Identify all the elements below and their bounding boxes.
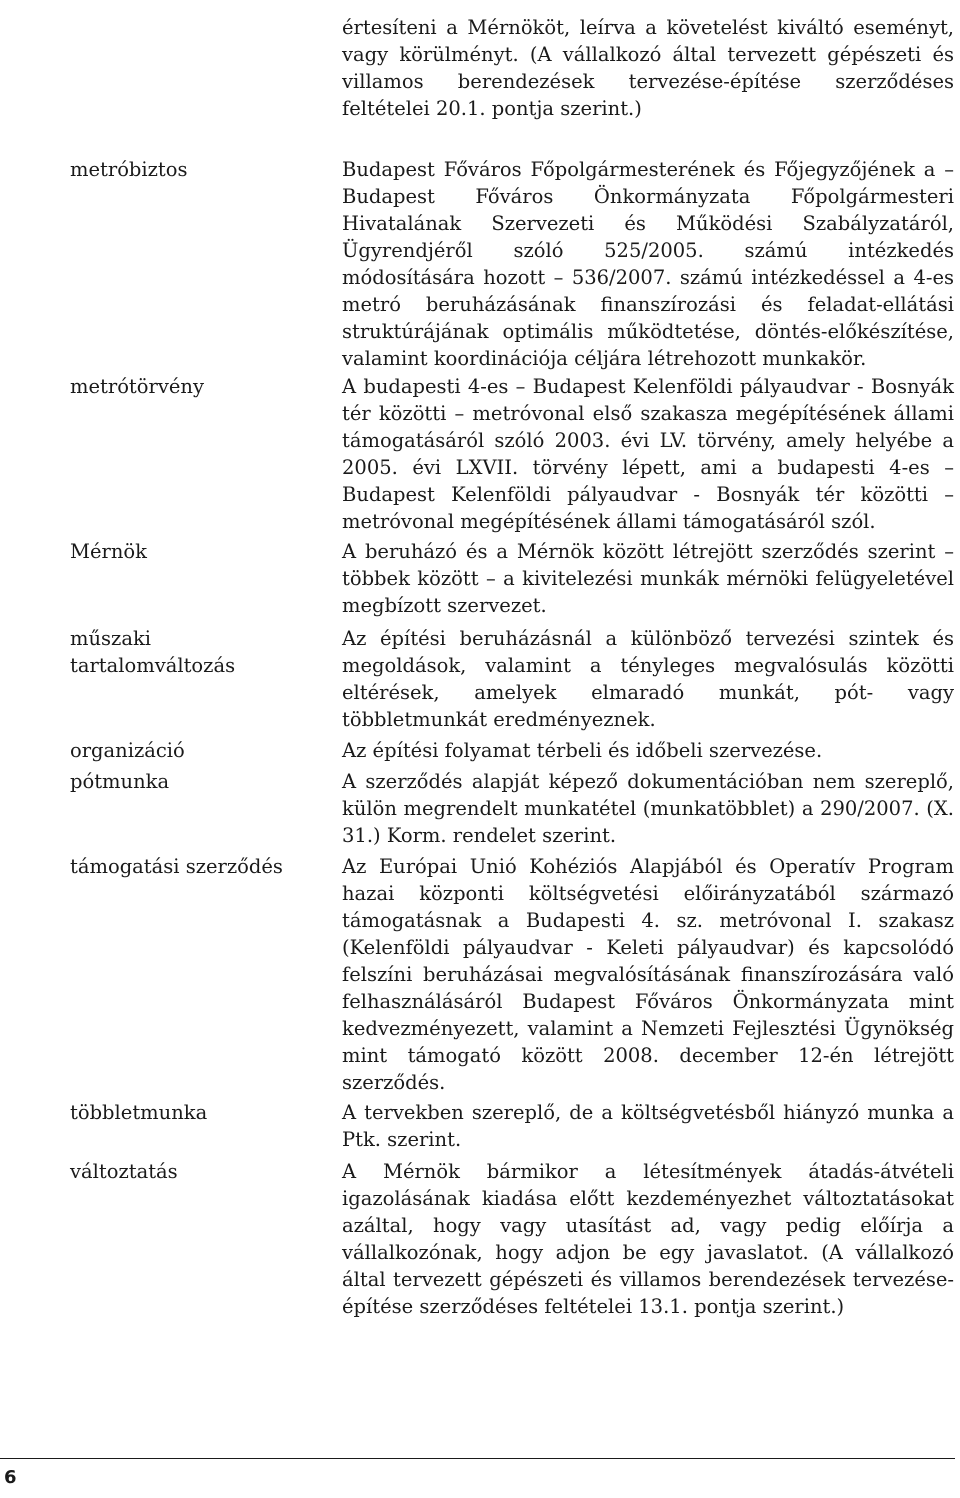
glossary-definition: A Mérnök bármikor a létesítmények átadás-átvételi igazolásának kiadása előtt kezdeményezhet változtatásokat azáltal, hogy vagy utasítást ad, vagy pedig előírja a vállalkozónak, hogy adjon be egy javaslatot. (A vállalkozó által tervezett gépészeti és villamos berendezések tervezése-építése szerződéses feltételei 13.1. pontja szerint.) — [342, 1160, 954, 1318]
glossary-term: metrótörvény — [70, 375, 204, 398]
glossary-definition: Az Európai Unió Kohéziós Alapjából és Operatív Program hazai központi költségvetési előirányzatából származó támogatásnak a Budapesti 4. sz. metróvonal I. szakasz (Kelenföldi pályaudvar - Keleti pályaudvar) és kapcsolódó felszíni beruházásai megvalósításának finanszírozására való felhasználásáról Budapest Főváros Önkormányzata mint kedvezményezett, valamint a Nemzeti Fejlesztési Ügynökség mint támogató között 2008. december 12-én létrejött szerződés. — [342, 855, 954, 1094]
glossary-definition: Az építési folyamat térbeli és időbeli szervezése. — [342, 739, 823, 762]
page-number: 6 — [4, 1467, 17, 1488]
glossary-term: többletmunka — [70, 1101, 208, 1124]
glossary-definition: Az építési beruházásnál a különböző tervezési szintek és megoldások, valamint a tényleges megvalósulás közötti eltérések, amelyek elmaradó munkát, pót- vagy többletmunkát eredményeznek. — [342, 627, 954, 731]
glossary-definition: A budapesti 4-es – Budapest Kelenföldi pályaudvar - Bosnyák tér közötti – metróvonal első szakasza megépítésének állami támogatásáról szóló 2003. évi LV. törvény, amely helyébe a 2005. évi LXVII. törvény lépett, ami a budapesti 4-es – Budapest Kelenföldi pályaudvar - Bosnyák tér közötti – metróvonal megépítésének állami támogatásáról szól. — [342, 375, 954, 533]
glossary-definition: A szerződés alapját képező dokumentációban nem szereplő, külön megrendelt munkatétel (munkatöbblet) a 290/2007. (X. 31.) Korm. rendelet szerint. — [342, 770, 954, 847]
glossary-definition: A beruházó és a Mérnök között létrejött szerződés szerint – többek között – a kivitelezési munkák mérnöki felügyeletével megbízott szervezet. — [342, 540, 954, 617]
glossary-term: műszaki tartalomváltozás — [70, 627, 236, 677]
glossary-term: Mérnök — [70, 540, 147, 563]
glossary-term: metróbiztos — [70, 158, 188, 181]
glossary-term: organizáció — [70, 739, 185, 762]
glossary-definition: Budapest Főváros Főpolgármesterének és Főjegyzőjének a – Budapest Főváros Önkormányzata Főpolgármesteri Hivatalának Szervezeti és Működési Szabályzatáról, Ügyrendjéről szóló 525/2005. számú intézkedés módosítására hozott – 536/2007. számú intézkedéssel a 4-es metró beruházásának finanszírozási és feladat-ellátási struktúrájának optimális működtetése, döntés-előkészítése, valamint koordinációja céljára létrehozott munkakör. — [342, 158, 954, 370]
glossary-term: pótmunka — [70, 770, 170, 793]
glossary-term: változtatás — [70, 1160, 178, 1183]
glossary-definition: A tervekben szereplő, de a költségvetésből hiányzó munka a Ptk. szerint. — [342, 1101, 954, 1151]
footer-rule — [0, 1458, 955, 1459]
glossary-term: támogatási szerződés — [70, 855, 283, 878]
continuation-paragraph: értesíteni a Mérnököt, leírva a követelést kiváltó eseményt, vagy körülményt. (A vállalkozó által tervezett gépészeti és villamos berendezések tervezése-építése szerződéses feltételei 20.1. pontja szerint.) — [342, 16, 954, 120]
